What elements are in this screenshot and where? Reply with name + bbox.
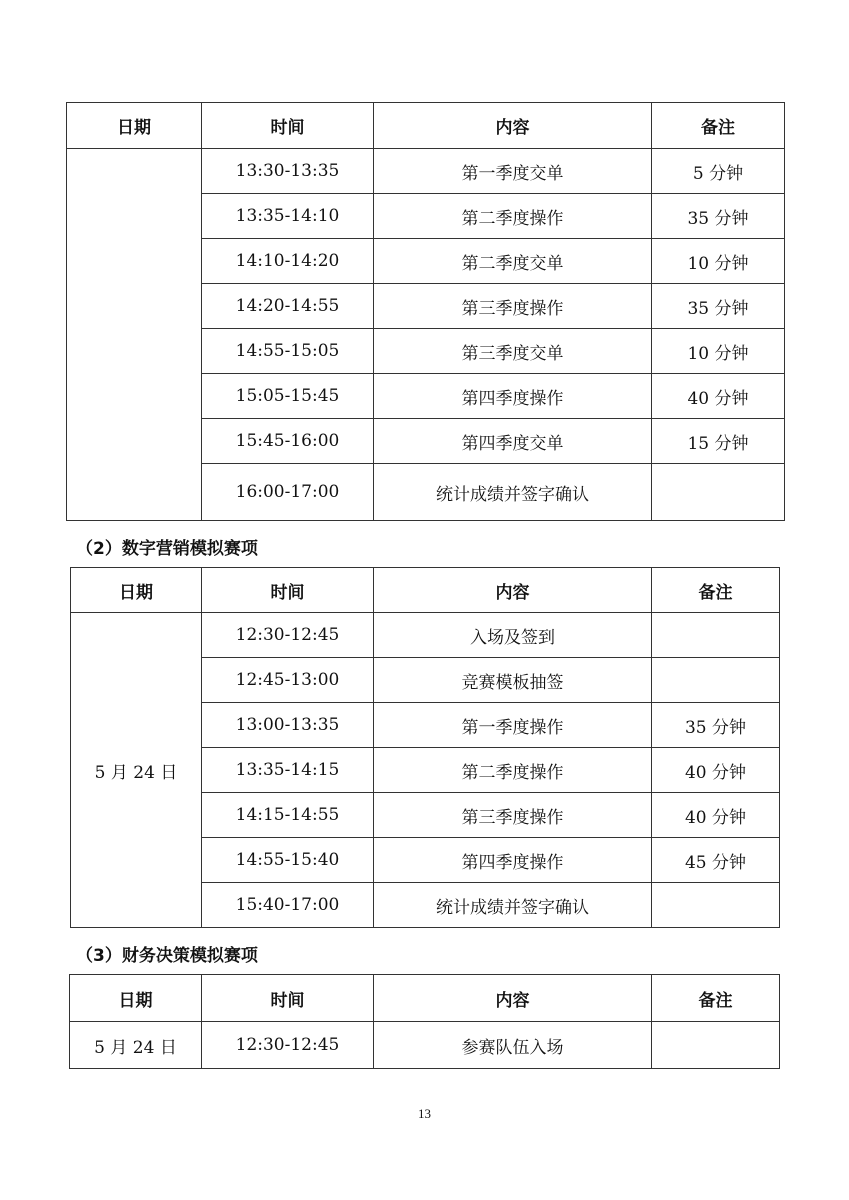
- note-cell: 35 分钟: [652, 703, 780, 748]
- content-cell: 第四季度操作: [374, 838, 652, 883]
- time-cell: 15:40-17:00: [202, 883, 374, 928]
- header-time: 时间: [202, 103, 374, 149]
- note-cell: 40 分钟: [652, 793, 780, 838]
- content-cell: 第二季度操作: [374, 194, 652, 239]
- time-cell: 14:55-15:05: [202, 329, 374, 374]
- note-cell: 15 分钟: [652, 419, 785, 464]
- content-cell: 第三季度交单: [374, 329, 652, 374]
- header-date: 日期: [70, 975, 202, 1022]
- table-row: [71, 613, 780, 658]
- note-cell: 40 分钟: [652, 374, 785, 419]
- header-time: 时间: [202, 568, 374, 613]
- time-cell: 12:30-12:45: [202, 1022, 374, 1069]
- content-cell: 第二季度交单: [374, 239, 652, 284]
- content-cell: 第四季度交单: [374, 419, 652, 464]
- time-cell: 14:15-14:55: [202, 793, 374, 838]
- header-content: 内容: [374, 568, 652, 613]
- header-date: 日期: [71, 568, 202, 613]
- schedule-table-3: [69, 974, 780, 1069]
- date-cell: 5 月 24 日: [71, 613, 202, 928]
- time-cell: 13:35-14:10: [202, 194, 374, 239]
- table-row: [70, 1022, 780, 1069]
- content-cell: 第三季度操作: [374, 793, 652, 838]
- content-cell: 第三季度操作: [374, 284, 652, 329]
- section-title-financial-decision: （3）财务决策模拟赛项: [76, 946, 258, 966]
- header-time: 时间: [202, 975, 374, 1022]
- note-cell: 35 分钟: [652, 194, 785, 239]
- header-date: 日期: [67, 103, 202, 149]
- time-cell: 14:55-15:40: [202, 838, 374, 883]
- content-cell: 第四季度操作: [374, 374, 652, 419]
- time-cell: 15:05-15:45: [202, 374, 374, 419]
- schedule-table-1: [66, 102, 785, 521]
- time-cell: 13:30-13:35: [202, 149, 374, 194]
- content-cell: 统计成绩并签字确认: [374, 883, 652, 928]
- time-cell: 13:35-14:15: [202, 748, 374, 793]
- table-header-row: [71, 568, 780, 613]
- content-cell: 第二季度操作: [374, 748, 652, 793]
- note-cell: [652, 658, 780, 703]
- date-cell: [67, 149, 202, 521]
- page-number: 13: [418, 1106, 431, 1121]
- note-cell: 45 分钟: [652, 838, 780, 883]
- content-cell: 第一季度操作: [374, 703, 652, 748]
- time-cell: 16:00-17:00: [202, 464, 374, 521]
- header-note: 备注: [652, 568, 780, 613]
- table-header-row: [67, 103, 785, 149]
- time-cell: 15:45-16:00: [202, 419, 374, 464]
- content-cell: 统计成绩并签字确认: [374, 464, 652, 521]
- note-cell: 10 分钟: [652, 239, 785, 284]
- content-cell: 入场及签到: [374, 613, 652, 658]
- note-cell: 35 分钟: [652, 284, 785, 329]
- table-header-row: [70, 975, 780, 1022]
- time-cell: 13:00-13:35: [202, 703, 374, 748]
- date-cell: 5 月 24 日: [70, 1022, 202, 1069]
- time-cell: 14:10-14:20: [202, 239, 374, 284]
- header-note: 备注: [652, 975, 780, 1022]
- content-cell: 第一季度交单: [374, 149, 652, 194]
- header-content: 内容: [374, 103, 652, 149]
- schedule-table-2: [70, 567, 780, 928]
- note-cell: 5 分钟: [652, 149, 785, 194]
- header-content: 内容: [374, 975, 652, 1022]
- time-cell: 12:30-12:45: [202, 613, 374, 658]
- note-cell: [652, 1022, 780, 1069]
- note-cell: [652, 464, 785, 521]
- header-note: 备注: [652, 103, 785, 149]
- note-cell: [652, 883, 780, 928]
- table-row: [67, 149, 785, 194]
- section-title-digital-marketing: （2）数字营销模拟赛项: [76, 539, 258, 559]
- time-cell: 12:45-13:00: [202, 658, 374, 703]
- content-cell: 参赛队伍入场: [374, 1022, 652, 1069]
- note-cell: 10 分钟: [652, 329, 785, 374]
- time-cell: 14:20-14:55: [202, 284, 374, 329]
- content-cell: 竞赛模板抽签: [374, 658, 652, 703]
- note-cell: [652, 613, 780, 658]
- note-cell: 40 分钟: [652, 748, 780, 793]
